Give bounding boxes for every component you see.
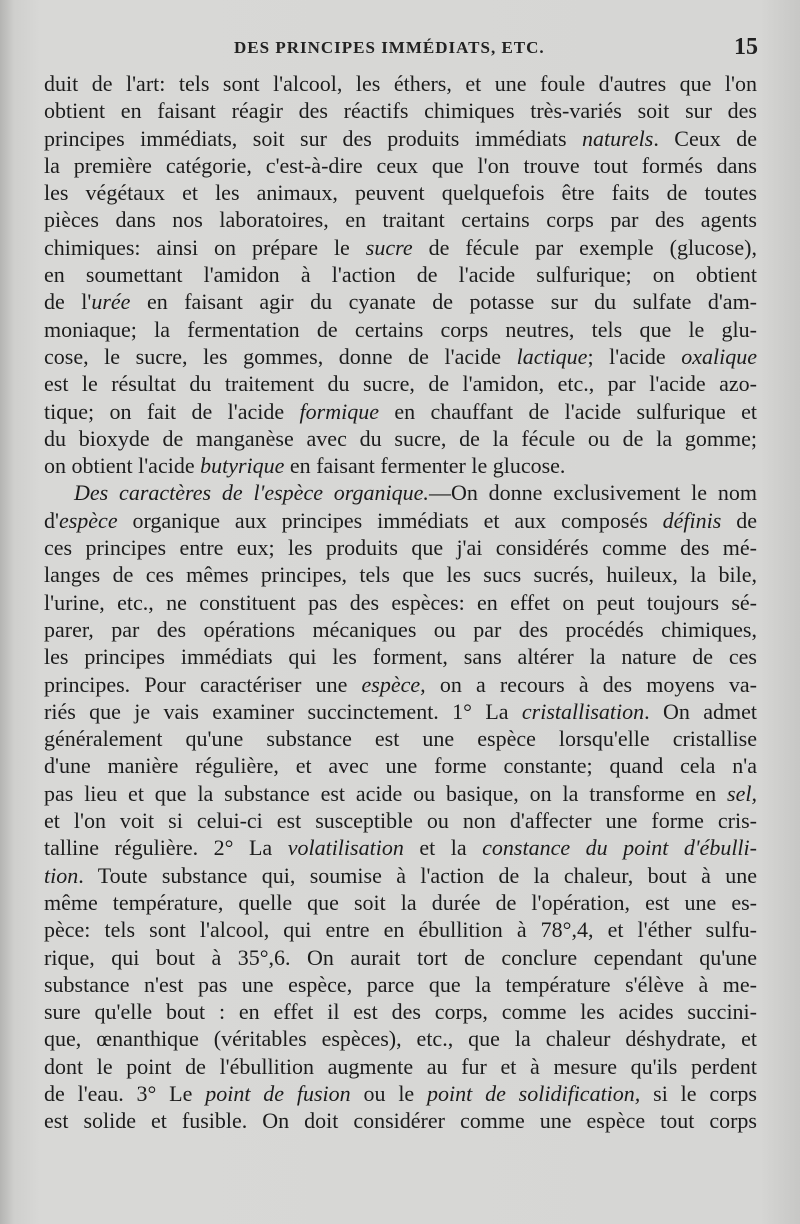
text-segment: les végétaux et les animaux, peuvent quelquefois être faits de toutes (44, 180, 757, 206)
text-line (44, 643, 757, 670)
text-line (44, 206, 757, 233)
text-line (44, 398, 757, 425)
italic-term: constance du point d'ébulli- (482, 835, 757, 861)
text-line (44, 998, 757, 1025)
text-line (44, 370, 757, 397)
text-segment: ou le (350, 1080, 428, 1106)
text-line (44, 452, 757, 479)
text-segment: langes de ces mêmes principes, tels que les sucs sucrés, huileux, la bile, (44, 562, 757, 588)
body-text (44, 70, 757, 1135)
italic-term: point de solidification, (427, 1080, 641, 1106)
text-segment: substance n'est pas une espèce, parce que la température s'élève à me- (44, 971, 757, 997)
text-segment: d' (44, 507, 59, 533)
text-line (44, 752, 757, 779)
italic-term: définis (662, 507, 722, 533)
text-line (44, 971, 757, 998)
text-segment: de fécule par exemple (glucose), (412, 234, 757, 260)
text-line (44, 97, 757, 124)
text-line (44, 179, 757, 206)
text-segment: obtient en faisant réagir des réactifs chimiques très-variés soit sur des (44, 98, 757, 124)
text-line (44, 780, 757, 807)
italic-term: Des caractères de l'espèce organique. (74, 480, 429, 506)
text-segment: organique aux principes immédiats et aux composés (117, 507, 663, 533)
italic-term: lactique (516, 343, 588, 369)
italic-term: volatilisation (287, 835, 404, 861)
text-segment: principes immédiats, soit sur des produits immédiats (44, 125, 583, 151)
text-segment: riés que je vais examiner succinctement. 1° La (44, 698, 522, 724)
italic-term: sel, (727, 780, 757, 806)
italic-term: formique (299, 398, 379, 424)
text-segment: talline régulière. 2° La (44, 835, 288, 861)
text-segment: pièces dans nos laboratoires, en traitant certains corps par des agents (44, 207, 757, 233)
text-segment: est solide et fusible. On doit considérer comme une espèce tout corps (44, 1108, 757, 1134)
text-line (44, 343, 757, 370)
text-line (44, 125, 757, 152)
text-segment: si le corps (640, 1080, 757, 1106)
text-segment: pèce: tels sont l'alcool, qui entre en ébullition à 78°,4, et l'éther sulfu- (44, 917, 757, 943)
text-line (44, 862, 757, 889)
text-line (44, 807, 757, 834)
text-segment: . Toute substance qui, soumise à l'action de la chaleur, bout à une (78, 862, 757, 888)
italic-term: oxalique (681, 343, 757, 369)
text-segment: de (721, 507, 757, 533)
text-line (44, 534, 757, 561)
text-segment: ces principes entre eux; les produits que j'ai considérés comme des mé- (44, 535, 757, 561)
text-segment: rique, qui bout à 35°,6. On aurait tort de conclure cependant qu'une (44, 944, 757, 970)
text-segment: sure qu'elle bout : en effet il est des corps, comme les acides succini- (44, 999, 757, 1025)
text-segment: les principes immédiats qui les forment, sans altérer la nature de ces (44, 644, 757, 670)
text-segment: la première catégorie, c'est-à-dire ceux que l'on trouve tout formés dans (44, 152, 757, 178)
text-line (44, 1053, 757, 1080)
text-segment: et l'on voit si celui-ci est susceptible ou non d'affecter une forme cris- (44, 808, 757, 834)
text-segment: en faisant fermenter le glucose. (284, 453, 566, 479)
italic-term: espèce (58, 507, 118, 533)
text-segment: de l' (44, 289, 92, 315)
text-segment: pas lieu et que la substance est acide ou basique, on la transforme en (44, 780, 728, 806)
text-segment: duit de l'art: tels sont l'alcool, les éthers, et une foule d'autres que l'on (44, 71, 757, 96)
italic-term: point de fusion (205, 1080, 351, 1106)
text-segment: en soumettant l'amidon à l'action de l'acide sulfurique; on obtient (44, 262, 757, 288)
text-line (44, 1025, 757, 1052)
text-segment: chimiques: ainsi on prépare le (44, 234, 366, 260)
text-segment: que, œnanthique (véritables espèces), etc., que la chaleur déshydrate, et (44, 1026, 757, 1052)
text-segment: l'urine, etc., ne constituent pas des espèces: en effet on peut toujours sé- (44, 589, 757, 615)
text-segment: généralement qu'une substance est une espèce lorsqu'elle cristallise (44, 726, 757, 752)
text-segment: —On donne exclusivement le nom (428, 480, 757, 506)
text-segment: dont le point de l'ébullition augmente au fur et à mesure qu'ils perdent (44, 1053, 757, 1079)
text-line (44, 425, 757, 452)
text-line (44, 507, 757, 534)
text-segment: parer, par des opérations mécaniques ou par des procédés chimiques, (44, 616, 757, 642)
text-segment: de l'eau. 3° Le (44, 1080, 206, 1106)
text-segment: principes. Pour caractériser une (44, 671, 362, 697)
text-segment: et la (403, 835, 483, 861)
text-segment: même température, quelle que soit la durée de l'opération, est une es- (44, 889, 757, 915)
text-segment: en chauffant de l'acide sulfurique et (379, 398, 757, 424)
text-segment: ; l'acide (587, 343, 682, 369)
page-number: 15 (734, 34, 758, 60)
text-line (44, 671, 757, 698)
text-line (44, 561, 757, 588)
text-line (44, 479, 757, 506)
text-segment: en faisant agir du cyanate de potasse sur du sulfate d'am- (130, 289, 758, 315)
text-line (44, 261, 757, 288)
text-segment: moniaque; la fermentation de certains corps neutres, tels que le glu- (44, 316, 757, 342)
text-segment: tique; on fait de l'acide (44, 398, 300, 424)
text-line (44, 725, 757, 752)
italic-term: espèce, (361, 671, 426, 697)
italic-term: butyrique (200, 453, 285, 479)
italic-term: sucre (365, 234, 413, 260)
text-line (44, 589, 757, 616)
text-line (44, 916, 757, 943)
text-line (44, 698, 757, 725)
text-line (44, 944, 757, 971)
text-segment: on a recours à des moyens va- (425, 671, 757, 697)
running-title: DES PRINCIPES IMMÉDIATS, ETC. (234, 38, 545, 57)
text-line (44, 316, 757, 343)
text-segment: . Ceux de (653, 125, 758, 151)
italic-term: cristallisation (521, 698, 645, 724)
text-line (44, 834, 757, 861)
text-line (44, 70, 757, 97)
text-line (44, 1080, 757, 1107)
text-segment: est le résultat du traitement du sucre, de l'amidon, etc., par l'acide azo- (44, 371, 757, 397)
text-line (44, 234, 757, 261)
text-line (44, 1107, 757, 1134)
text-segment: cose, le sucre, les gommes, donne de l'acide (44, 343, 517, 369)
text-line (44, 152, 757, 179)
text-line (44, 889, 757, 916)
italic-term: urée (91, 289, 131, 315)
page-header (44, 34, 758, 64)
text-line (44, 616, 757, 643)
text-segment: . On admet (644, 698, 757, 724)
italic-term: tion (44, 862, 79, 888)
italic-term: naturels (582, 125, 654, 151)
text-line (44, 288, 757, 315)
text-segment: du bioxyde de manganèse avec du sucre, de la fécule ou de la gomme; (44, 425, 757, 451)
text-segment: d'une manière régulière, et avec une forme constante; quand cela n'a (44, 753, 757, 779)
text-segment: on obtient l'acide (44, 453, 201, 479)
